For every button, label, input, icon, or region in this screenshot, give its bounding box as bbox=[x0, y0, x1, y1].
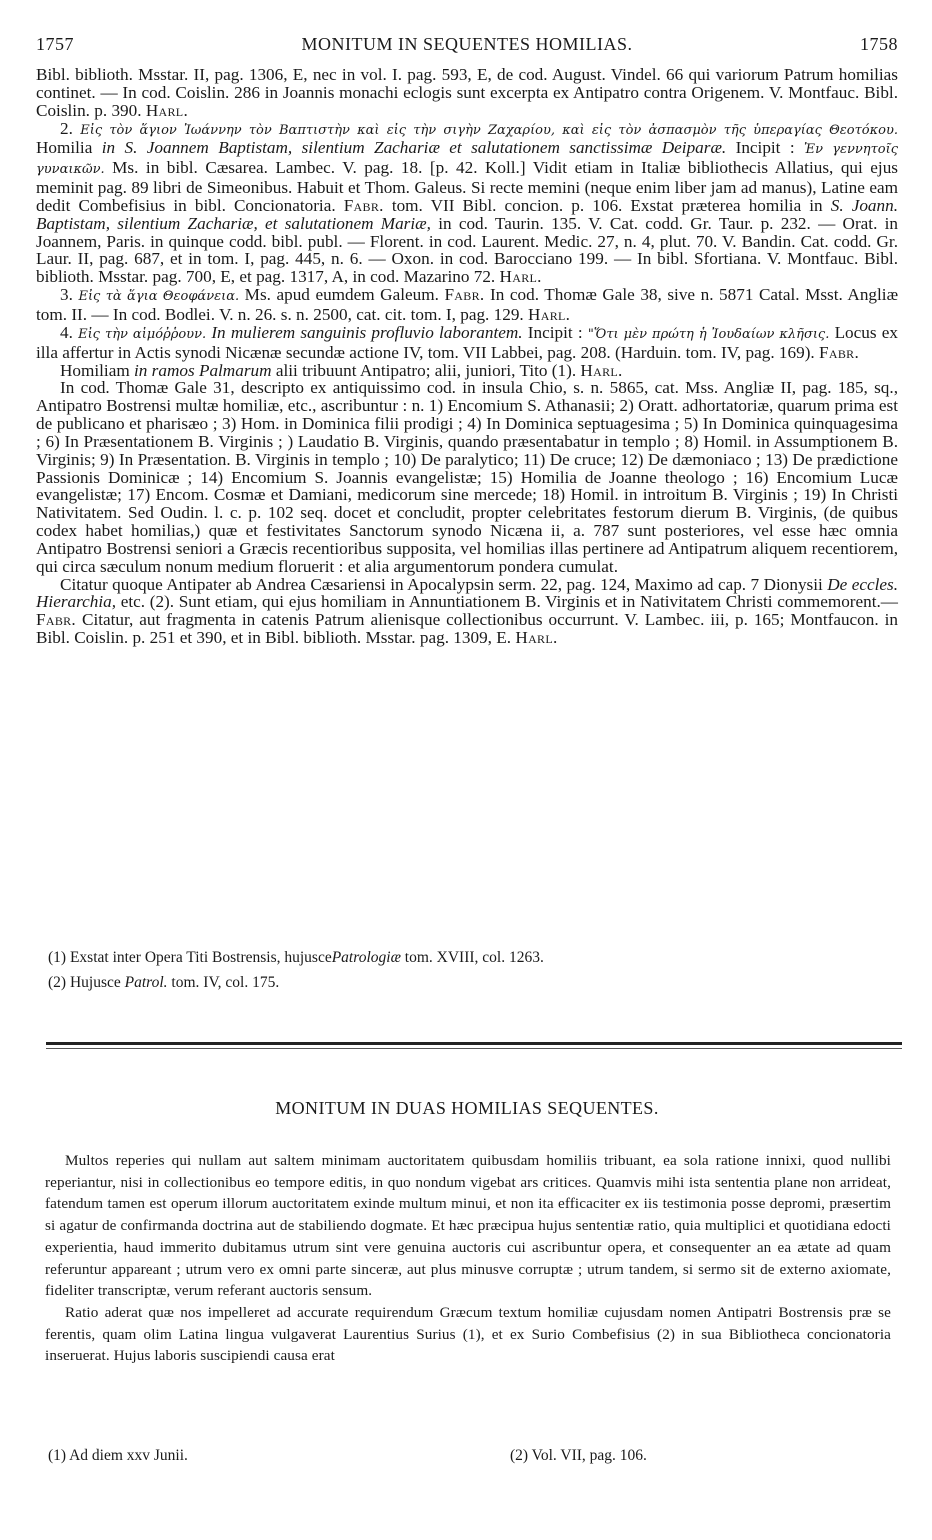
signature-harl: Harl. bbox=[515, 628, 558, 648]
running-head bbox=[36, 34, 898, 58]
text-run: tom. IV, col. 175. bbox=[171, 974, 280, 991]
text-run: tom. VII Bibl. concion. p. 106. Exstat præterea homilia in bbox=[391, 195, 823, 215]
text-run: (1) Exstat inter Opera Titi Bostrensis, hujusce bbox=[48, 949, 332, 966]
right-column-number: 1758 bbox=[860, 34, 898, 54]
signature-harl: Harl. bbox=[499, 267, 542, 287]
paragraph-codex-gale: In cod. Thomæ Gale 31, descripto ex antiquissimo cod. in insula Chio, s. n. 5865, cat. Mss. Angliæ II, pag. 185, sq., Antipatro Bostrensi multæ homiliæ, etc., ascribuntur : n. 1) Encomium S. Athanasii; 2) Oratt. adhortatoriæ, quarum prima est de publicano et pharisæo ; 3) Hom. in Dominica filii prodigi ; 4) In Dominica septuagesima ; 5) In Dominica quinquagesima ; 6) In Præsentationem B. Virginis ; ) Laudatio B. Virginis, quando præsentabatur in templo ; 8) Homil. in Assumptionem B. Virginis; 9) In Præsentation. B. Virginis in templo ; 10) De paralytico; 11) De cruce; 12) De dæmoniaco ; 13) De prædictione Passionis Dominicæ ; 14) Encomium S. Joannis evangelistæ; 15) Homilia de Joanne theologo ; 16) Encomium Lucæ evangelistæ; 17) Encom. Cosmæ et Damiani, medicorum sine mercede; 18) Homil. in introitum B. Virginis ; 19) In Christi Nativitatem. Sed Oudin. l. c. p. 102 seq. docet et concludit, propter celebritates festorum dierum B. Virginis, (de quibus codex habet homilias,) quæ et festivitates Sanctorum synodo Nicæna ii, a. 787 sunt posteriores, vel esse hæc omnia Antipatro Bostrensi seniori a Græcis recentioribus supposita, vel homilias illas pertinere ad Antipatrum aliquem recentiorem, qui circa sæculum nonum medium floruerit : et alia argumentorum pondera cumulat. bbox=[36, 378, 898, 576]
text-run: In cod. Thomæ Gale 38, sive n. 5871 Catal. Msst. Angliæ tom. II. — In cod. Bodlei. V. n. 26. s. n. 2500, cat. cit. tom. I, pag. 129. bbox=[36, 285, 899, 324]
bottom-body-text bbox=[45, 1150, 891, 1367]
text-run: Incipit : bbox=[527, 322, 583, 342]
greek-incipit: Ἐν γεννητοῖς γυναικῶν. bbox=[36, 142, 898, 178]
paragraph-item-2 bbox=[36, 120, 898, 287]
section-divider bbox=[46, 1042, 902, 1045]
text-run: alii tribuunt Antipatro; alii, juniori, Tito (1). bbox=[275, 360, 577, 380]
text-run: Locus ex illa affertur in Actis synodi Nicænæ secundæ actione IV, tom. VII Labbei, pag. 208. (Harduin. tom. IV, pag. 169). bbox=[36, 322, 898, 362]
italic-title: in ramos Palmarum bbox=[134, 360, 272, 380]
paragraph-ratio: Ratio aderat quæ nos impelleret ad accurate requirendum Græcum textum homiliæ cujusdam nomen Antipatri Bostrensis præ se ferentis, quam olim Latina lingua vulgaverat Laurentius Surius (1), et ex Surio Combefisius (2) in sua Bibliotheca concionatoria inseruerat. Hujus laboris suscipiendi causa erat bbox=[45, 1303, 891, 1365]
text-run: Homiliam bbox=[60, 360, 130, 380]
text-run: (2) Hujusce bbox=[48, 974, 121, 991]
paragraph-multos: Multos reperies qui nullam aut saltem minimam auctoritatem quibusdam homiliis tribuant, ea sola ratione innixi, quod nullibi reperiantur, nisi in collectionibus eo tempore editis, in quo nondum vigebat ars critices. Quamvis mihi ista sententia plane non arrideat, fatendum tamen est operum illorum auctoritatem exinde multum minui, et non ita efficaciter ex iis testimonia posse depromi, præsertim si agatur de confirmanda doctrina aut de stabiliendo dogmate. Et hæc præcipua hujus sententiæ ratio, quia multiplici et quotidiana edocti experientia, haud immerito dubitamus utrum sint vere genuina auctoris cui ascribuntur opera, et consequenter an ea ætate ad quam referuntur appareant ; utrum vero ex omni parte sinceræ, aut plus minusve corruptæ ; utrum tandem, si sermo sit de externo axiomate, fideliter transcriptæ, verum referant auctoris sensum. bbox=[45, 1152, 891, 1300]
footnotes-top bbox=[48, 945, 888, 995]
text-run: Ms. in bibl. Cæsarea. Lambec. V. pag. 18. [p. 42. Koll.] Vidit etiam in Italiæ bibliothecis Allatius, qui ejus meminit pag. 89 libri de Simeonibus. Habuit et Thom. Galeus. Si recte memini (neque enim liber jam ad manus), Latine eam dedit Combefisius in bibl. Concionatoria. bbox=[36, 158, 898, 215]
italic-title: Patrologiæ bbox=[331, 949, 401, 966]
italic-title: In mulierem sanguinis profluvio laborantem. bbox=[211, 322, 523, 342]
text-run: tom. XVIII, col. 1263. bbox=[404, 949, 544, 966]
text-run: Ms. apud eumdem Galeum. bbox=[244, 285, 439, 305]
paragraph-palmarum bbox=[36, 362, 898, 380]
text-run: Bibl. biblioth. Msstar. II, pag. 1306, E, nec in vol. I. pag. 593, E, de cod. August. Vindel. 66 qui variorum Patrum homilias continet. — In cod. Coislin. 286 in Joannis monachi eclogis sunt excerpta ex Antipatro contra Origenem. V. Montfauc. Bibl. Coislin. p. 390. bbox=[36, 65, 898, 120]
section-title: MONITUM IN DUAS HOMILIAS SEQUENTES. bbox=[275, 1098, 659, 1118]
greek-title: Εἰς τὴν αἱμόῤῥουν. bbox=[78, 326, 207, 342]
left-column-number: 1757 bbox=[36, 34, 74, 54]
top-body-text bbox=[36, 66, 898, 647]
paragraph-citatur bbox=[36, 576, 898, 647]
signature-fabr: Fabr. bbox=[343, 195, 384, 215]
signature-harl: Harl. bbox=[528, 304, 571, 324]
signature-fabr: Fabr. bbox=[36, 610, 77, 630]
paragraph-item-3 bbox=[36, 286, 898, 324]
signature-harl: Harl. bbox=[145, 100, 189, 120]
item-number: 3. bbox=[60, 285, 73, 305]
italic-title: De eccles. Hierarchia, bbox=[36, 574, 898, 612]
footnote-1 bbox=[48, 945, 888, 970]
footnote-2 bbox=[48, 970, 888, 995]
paragraph-item-4 bbox=[36, 324, 898, 362]
item-number: 4. bbox=[60, 322, 73, 342]
page-title: MONITUM IN SEQUENTES HOMILIAS. bbox=[301, 34, 633, 54]
italic-title: Patrol. bbox=[124, 974, 168, 991]
greek-incipit: "Ὅτι μὲν πρώτη ἡ Ἰουδαίων κλῆσις. bbox=[587, 326, 830, 342]
footnote-1: (1) Ad diem xxv Junii. bbox=[48, 1447, 188, 1464]
text-run: Citatur, aut fragmenta in catenis Patrum alienisque collectionibus occurrunt. V. Lambec. iii, p. 165; Montfaucon. in Bibl. Coislin. p. 251 et 390, et in Bibl. biblioth. Msstar. pag. 1309, E. bbox=[36, 610, 898, 648]
paragraph-bibl bbox=[36, 66, 898, 120]
text-run: Homilia bbox=[36, 138, 93, 158]
text-run: Incipit : bbox=[735, 138, 795, 158]
greek-title: Εἰς τὸν ἅγιον Ἰωάννην τὸν Βαπτιστὴν καὶ εἰς τὴν σιγὴν Ζαχαρίου, καὶ εἰς τὸν ἀσπασμὸν τῆς ὑπεραγίας Θεοτόκου. bbox=[80, 122, 899, 138]
greek-title: Εἰς τὰ ἅγια Θεοφάνεια. bbox=[78, 289, 240, 305]
italic-title: in S. Joannem Baptistam, silentium Zachariæ et salutationem sanctissimæ Deiparæ. bbox=[101, 138, 727, 158]
page bbox=[36, 0, 898, 1540]
signature-fabr: Fabr. bbox=[444, 285, 485, 305]
text-run: Citatur quoque Antipater ab Andrea Cæsariensi in Apocalypsin serm. 22, pag. 124, Maximo ad cap. 7 Dionysii bbox=[60, 574, 823, 594]
text-run: etc. (2). Sunt etiam, qui ejus homiliam in Annuntiationem B. Virginis et in Nativitatem Christi commemorent.— bbox=[120, 592, 898, 612]
footnotes-bottom bbox=[48, 1447, 888, 1471]
signature-fabr: Fabr. bbox=[819, 342, 860, 362]
italic-title: S. Joann. Baptistam, silentium Zachariæ, et salutationem Mariæ, bbox=[36, 195, 898, 233]
signature-harl: Harl. bbox=[580, 360, 623, 380]
text-run: in cod. Taurin. 135. V. Cat. codd. Gr. Taur. p. 232. — Orat. in Joannem, Paris. in quinque codd. bibl. publ. — Florent. in cod. Laurent. Medic. 27, n. 4, plut. 70. V. Bandin. Cat. codd. Gr. Laur. II, pag. 687, et in tom. I, pag. 445, n. 6. — Oxon. in cod. Barocciano 199. — In bibl. Sfortiana. V. Montfauc. Bibl. biblioth. Msstar. pag. 700, E, et pag. 1317, A, in cod. Mazarino 72. bbox=[36, 213, 899, 287]
footnote-2: (2) Vol. VII, pag. 106. bbox=[510, 1447, 647, 1464]
item-number: 2. bbox=[60, 118, 73, 138]
section-divider-thin bbox=[46, 1048, 902, 1049]
